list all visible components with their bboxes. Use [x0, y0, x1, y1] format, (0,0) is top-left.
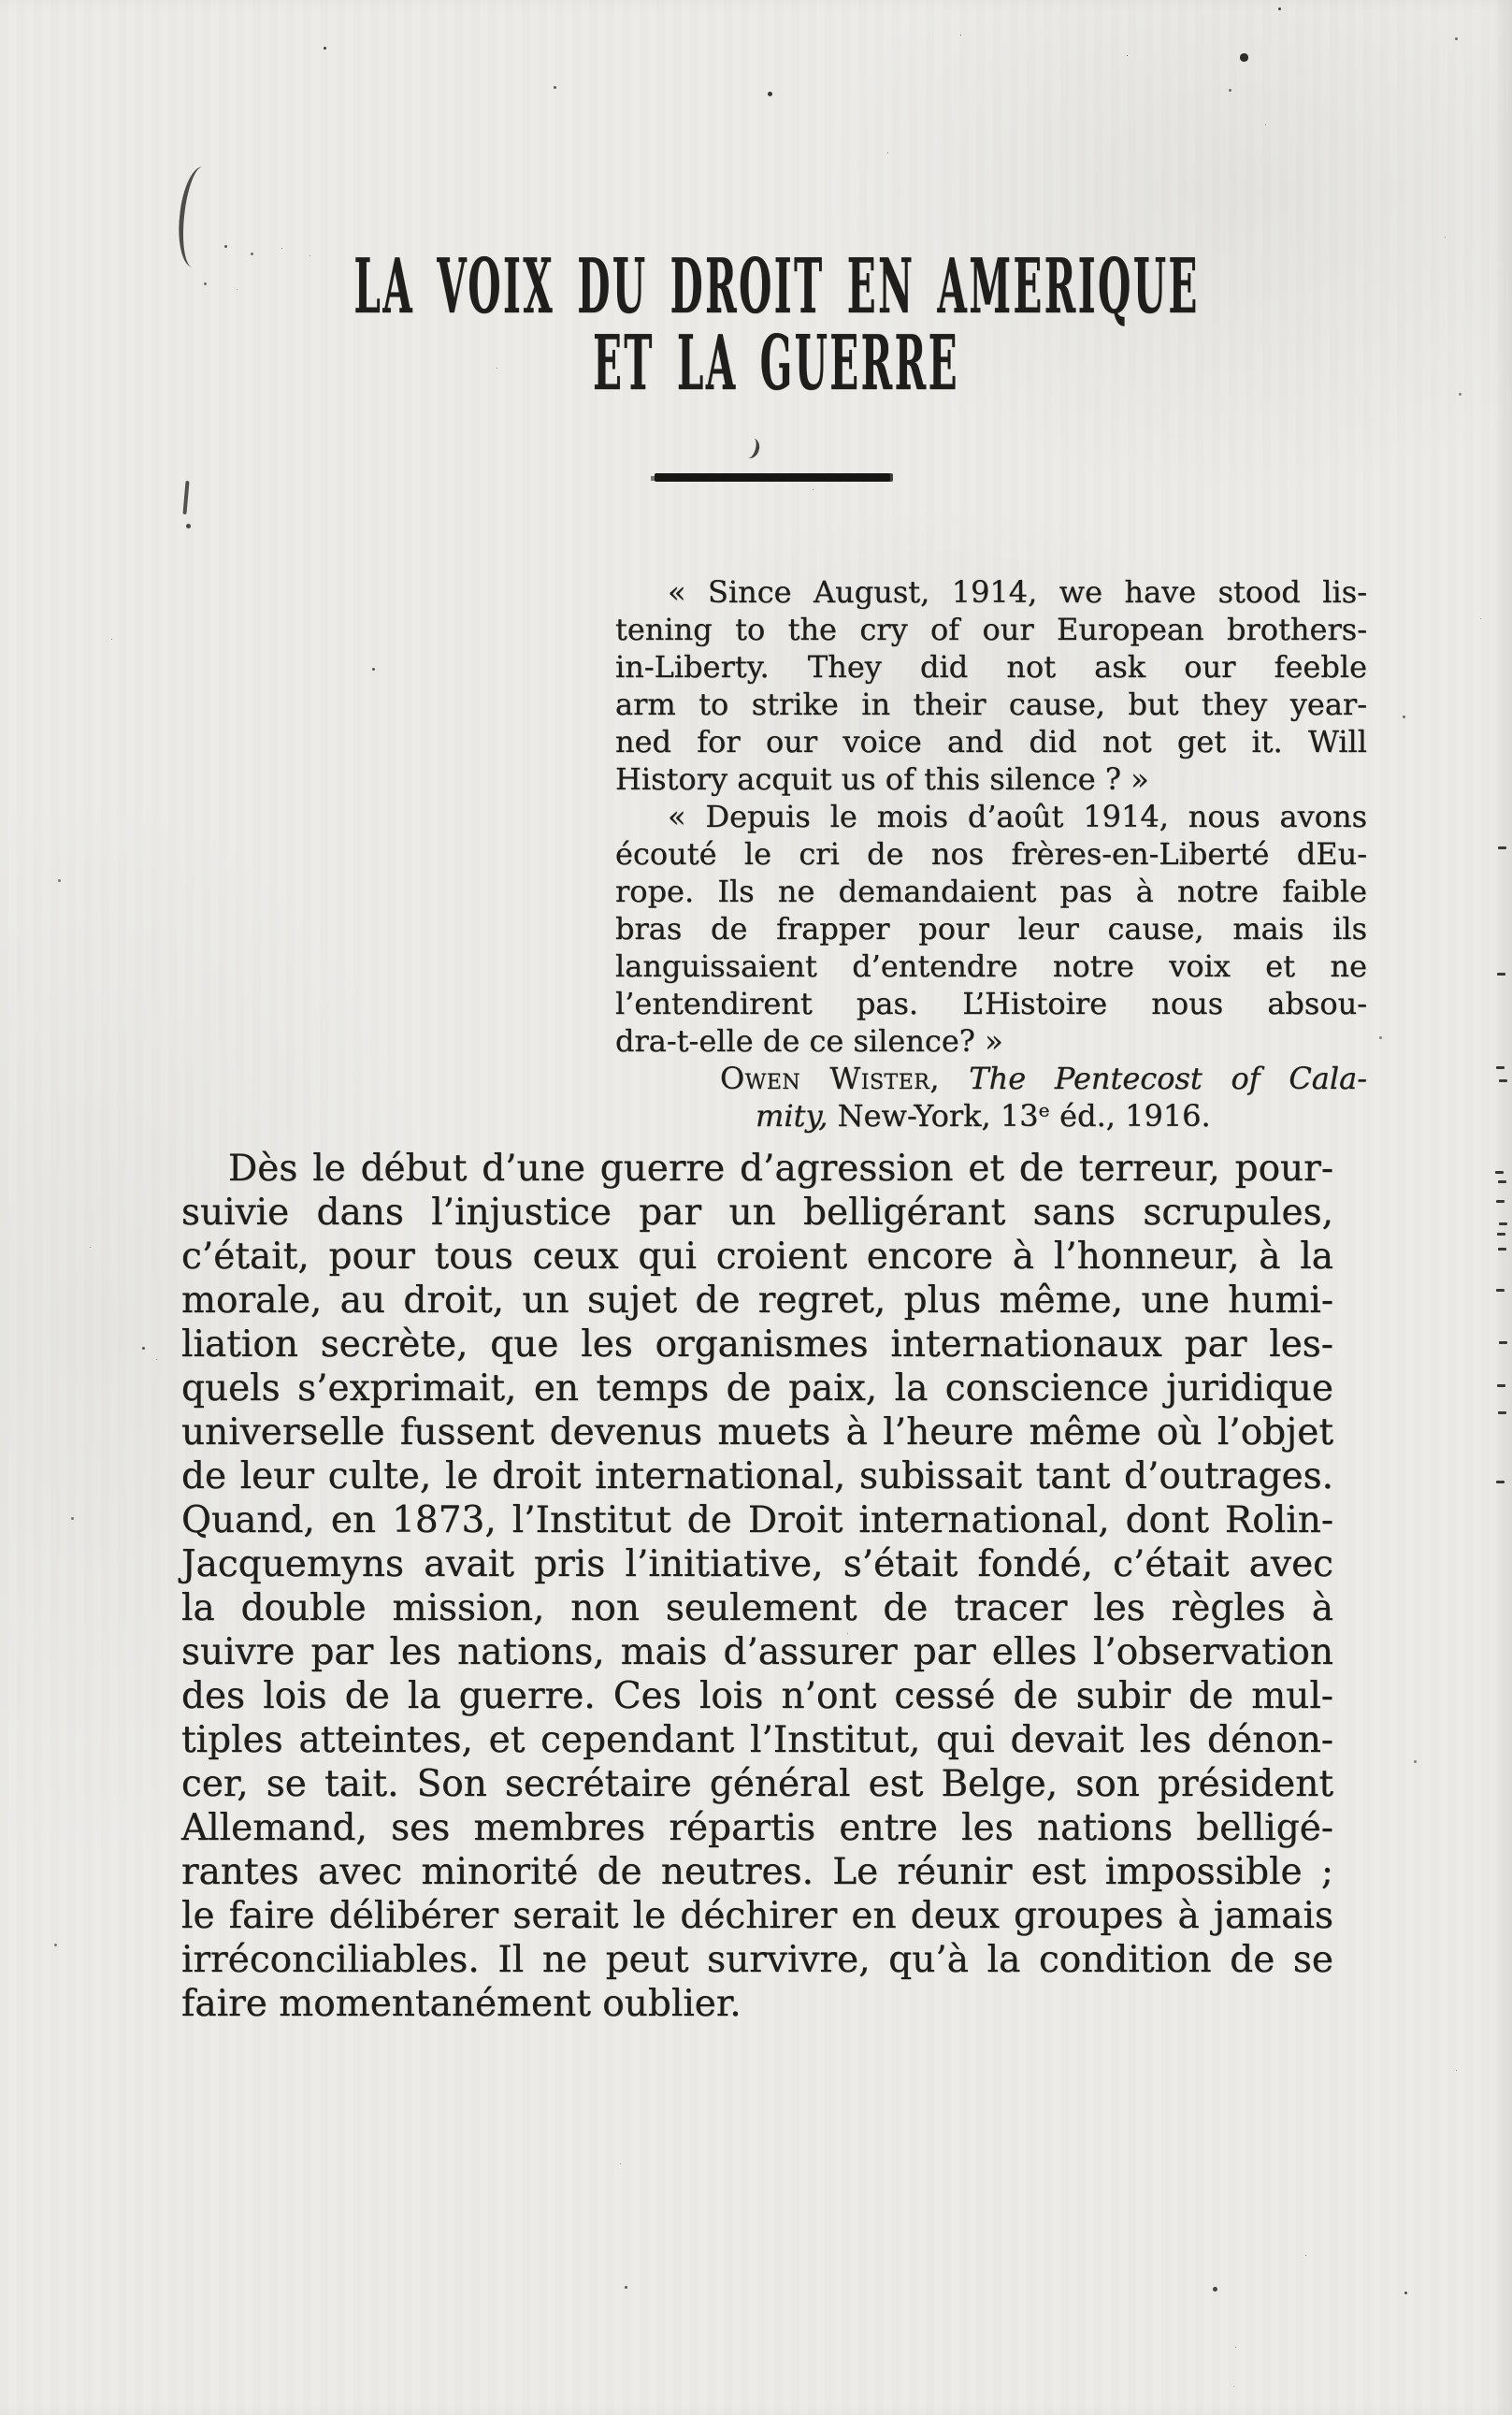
text-line: suivie dans l’injustice par un belligérant sans scrupules, — [181, 1192, 1333, 1234]
text-line: faire momentanément oublier. — [181, 1983, 742, 2025]
text-line: le faire délibérer serait le déchirer en deux groupes à jamais — [181, 1895, 1333, 1937]
text-line: l’entendirent pas. L’Histoire nous absou- — [615, 986, 1367, 1021]
page-title-line2-text: ET LA GUERRE — [593, 319, 960, 409]
text-line: History acquit us of this silence ? » — [615, 761, 1149, 797]
page-title — [0, 239, 1512, 409]
text-line: Jacquemyns avait pris l’initiative, s’était fondé, c’était avec — [181, 1543, 1333, 1585]
attribution-author: Owen Wister, — [720, 1061, 970, 1096]
epigraph-french-quote — [615, 798, 1367, 1060]
epigraph-attribution-line2 — [615, 1097, 1367, 1135]
text-line: « Depuis le mois d’août 1914, nous avons — [668, 799, 1367, 834]
text-line: tening to the cry of our European brothers- — [615, 612, 1367, 647]
text-line: la double mission, non seulement de tracer les règles à — [181, 1587, 1333, 1629]
page-title-line1-text: LA VOIX DU DROIT EN AMERIQUE — [353, 242, 1200, 332]
ink-mark-squiggle — [740, 436, 761, 460]
text-line: liation secrète, que les organismes internationaux par les- — [181, 1323, 1333, 1366]
text-line: Quand, en 1873, l’Institut de Droit international, dont Rolin- — [181, 1499, 1333, 1541]
text-line: suivre par les nations, mais d’assurer par elles l’observation — [181, 1631, 1333, 1673]
text-line: de leur culte, le droit international, subissait tant d’outrages. — [181, 1455, 1333, 1497]
epigraph-attribution-line1 — [615, 1060, 1367, 1097]
text-line: c’était, pour tous ceux qui croient encore à l’honneur, à la — [181, 1236, 1333, 1278]
text-line: cer, se tait. Son secrétaire général est Belge, son président — [181, 1763, 1333, 1805]
attribution-work-title-part2: mity, — [756, 1098, 838, 1134]
text-line: morale, au droit, un sujet de regret, plus même, une humi- — [181, 1280, 1333, 1322]
body-paragraph — [181, 1147, 1333, 2026]
text-line: in-Liberty. They did not ask our feeble — [615, 649, 1367, 685]
text-line: rantes avec minorité de neutres. Le réunir est impossible ; — [181, 1851, 1333, 1893]
page-title-line2 — [0, 316, 1512, 409]
ink-mark-dot — [186, 524, 191, 528]
text-line: tiples atteintes, et cependant l’Institut, qui devait les dénon- — [181, 1719, 1333, 1761]
epigraph-attribution — [615, 1060, 1367, 1135]
title-divider-rule — [655, 473, 890, 482]
text-line: ned for our voice and did not get it. Will — [615, 724, 1367, 759]
text-line: dra-t-elle de ce silence? » — [615, 1023, 1003, 1059]
text-line: Allemand, ses membres répartis entre les nations belligé- — [181, 1807, 1333, 1849]
ink-mark-stroke — [182, 481, 189, 514]
text-line: universelle fussent devenus muets à l’heure même où l’objet — [181, 1411, 1333, 1453]
scan-edge-marks — [0, 0, 8, 3]
attribution-edition: New-York, 13ᵉ éd., 1916. — [837, 1098, 1211, 1134]
epigraph — [615, 573, 1367, 1135]
text-line: quels s’exprimait, en temps de paix, la conscience juridique — [181, 1367, 1333, 1410]
text-line: écouté le cri de nos frères-en-Liberté dEu- — [615, 836, 1367, 872]
epigraph-english-quote — [615, 573, 1367, 798]
text-line: languissaient d’entendre notre voix et ne — [615, 948, 1367, 984]
attribution-work-title-part1: The Pentecost of Cala- — [969, 1061, 1368, 1096]
text-line: irréconciliables. Il ne peut survivre, qu’à la condition de se — [181, 1939, 1333, 1981]
text-line: des lois de la guerre. Ces lois n’ont cessé de subir de mul- — [181, 1675, 1333, 1717]
text-line: rope. Ils ne demandaient pas à notre faible — [615, 874, 1367, 909]
text-line: bras de frapper pour leur cause, mais ils — [615, 911, 1367, 947]
text-line: arm to strike in their cause, but they year- — [615, 687, 1367, 722]
text-line: Dès le début d’une guerre d’agression et de terreur, pour- — [228, 1148, 1333, 1190]
page-title-line1 — [0, 239, 1512, 332]
text-line: « Since August, 1914, we have stood lis- — [668, 574, 1367, 610]
